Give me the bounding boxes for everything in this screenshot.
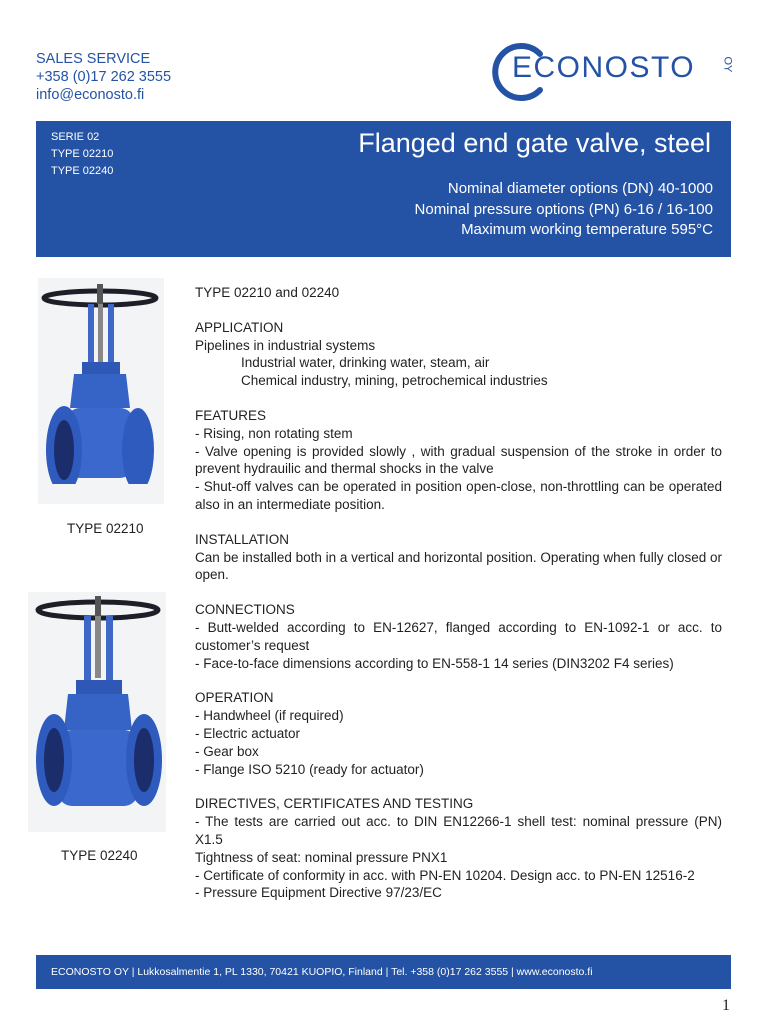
footer-text: ECONOSTO OY | Lukkosalmentie 1, PL 1330, 70421 KUOPIO, Finland | Tel. +358 (0)17 262 3555 | www.econosto.fi (51, 966, 593, 978)
spec-temperature: Maximum working temperature 595°C (461, 221, 713, 238)
serie-block (51, 129, 113, 180)
directives-heading: DIRECTIVES, CERTIFICATES AND TESTING (195, 796, 474, 812)
installation-section (195, 531, 722, 584)
product-description (195, 284, 722, 902)
directives-line: - Pressure Equipment Directive 97/23/EC (195, 885, 442, 901)
type-label-1: TYPE 02210 (51, 148, 114, 160)
features-line: - Shut-off valves can be operated in position open-close, non-throttling can be operated also in an intermediate position. (195, 479, 722, 512)
spec-diameter: Nominal diameter options (DN) 40-1000 (447, 180, 713, 197)
operation-line: - Flange ISO 5210 (ready for actuator) (195, 761, 424, 777)
types-heading: TYPE 02210 and 02240 (195, 285, 340, 300)
type-label-2: TYPE 02240 (51, 165, 114, 177)
operation-line: - Electric actuator (195, 725, 301, 741)
header-banner (36, 121, 731, 257)
connections-line: - Face-to-face dimensions according to EN-558-1 14 series (DIN3202 F4 series) (195, 655, 674, 671)
logo-text: ECONOSTO (512, 51, 696, 84)
application-line: Pipelines in industrial systems (195, 337, 376, 353)
sales-email: info@econosto.fi (36, 87, 145, 103)
connections-line: - Butt-welded according to EN-12627, flanged according to EN-1092-1 or acc. to customer’s request (195, 619, 722, 653)
econosto-logo (490, 42, 738, 102)
sales-contact (36, 50, 171, 104)
caption-02240: TYPE 02240 (61, 848, 138, 863)
features-heading: FEATURES (195, 407, 267, 423)
spec-block (415, 179, 713, 241)
connections-section (195, 601, 722, 672)
spec-pressure: Nominal pressure options (PN) 6-16 / 16-100 (414, 200, 713, 218)
page-number: 1 (722, 997, 730, 1014)
connections-heading: CONNECTIONS (195, 602, 295, 618)
page-title: Flanged end gate valve, steel (358, 128, 711, 158)
directives-line: - Certificate of conformity in acc. with PN-EN 10204. Design acc. to PN-EN 12516-2 (195, 867, 695, 883)
features-section (195, 407, 722, 514)
installation-heading: INSTALLATION (195, 531, 290, 547)
operation-line: - Gear box (195, 743, 259, 759)
directives-section (195, 795, 722, 902)
operation-line: - Handwheel (if required) (195, 708, 344, 724)
valve-02240-image (28, 592, 166, 832)
directives-line: - The tests are carried out acc. to DIN EN12266-1 shell test: nominal pressure (PN) X1.5 (195, 814, 722, 847)
application-heading: APPLICATION (195, 319, 284, 335)
features-line: - Rising, non rotating stem (195, 425, 353, 441)
sales-phone: +358 (0)17 262 3555 (36, 69, 172, 85)
footer-bar (36, 955, 731, 989)
features-line: - Valve opening is provided slowly , with gradual suspension of the stroke in order to prevent hydrauilic and thermal shocks in the valve (195, 443, 722, 477)
logo-suffix: OY (721, 56, 734, 73)
serie-label: SERIE 02 (51, 131, 100, 143)
application-section (195, 319, 722, 390)
application-line: Industrial water, drinking water, steam, air (241, 355, 490, 371)
caption-02210: TYPE 02210 (67, 521, 144, 536)
sales-service-title: SALES SERVICE (36, 51, 151, 67)
installation-line: Can be installed both in a vertical and horizontal position. Operating when fully closed or open. (195, 549, 722, 583)
operation-section (195, 689, 722, 778)
directives-line: Tightness of seat: nominal pressure PNX1 (195, 849, 448, 865)
valve-02210-image (38, 278, 164, 504)
application-line: Chemical industry, mining, petrochemical industries (241, 373, 548, 389)
operation-heading: OPERATION (195, 690, 274, 706)
